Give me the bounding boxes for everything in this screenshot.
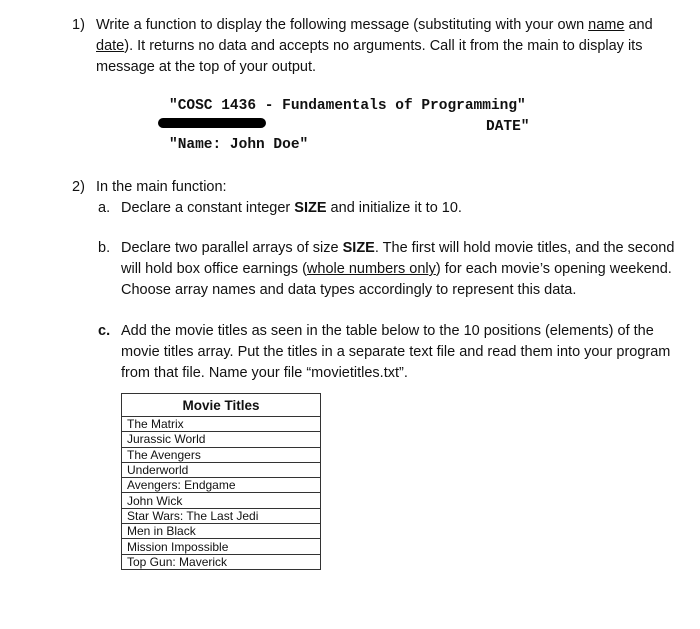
q2b-line-1-a: Declare two parallel arrays of size: [121, 240, 343, 256]
table-cell: Avengers: Endgame: [122, 478, 321, 493]
q2c-letter: c.: [98, 323, 111, 339]
q1-line-1-text-b: and: [624, 17, 653, 33]
q2b-line-2-a: will hold box office earnings (: [121, 261, 307, 277]
table-row: [122, 447, 321, 462]
q2a-size-bold: SIZE: [294, 200, 327, 216]
q2b-line-1: [121, 238, 674, 258]
table-row: [122, 508, 321, 523]
table-cell: Mission Impossible: [122, 539, 321, 554]
table-cell: Star Wars: The Last Jedi: [122, 508, 321, 523]
q2b-size-bold: SIZE: [342, 240, 375, 256]
movie-titles-table: [121, 393, 321, 570]
table-cell: Underworld: [122, 462, 321, 477]
q2c-line-1: Add the movie titles as seen in the table below to the 10 positions (elements) of the: [121, 323, 654, 339]
q2b-whole-numbers-underlined: whole numbers only: [306, 261, 436, 277]
q2c-line-3: from that file. Name your file “movietitles.txt”.: [121, 365, 408, 381]
q2b-letter: b.: [98, 240, 111, 256]
q1-name-underlined: name: [588, 17, 625, 33]
q1-line-1-text-a: Write a function to display the following message (substituting with your own: [96, 17, 589, 33]
table-row: [122, 524, 321, 539]
table-row: [122, 417, 321, 432]
table-cell: The Avengers: [122, 447, 321, 462]
q2b-line-2: [121, 259, 672, 279]
q2a-text-b: and initialize it to 10.: [326, 200, 462, 216]
table-row: [122, 478, 321, 493]
table-row: [122, 554, 321, 569]
q2a-text: [121, 198, 462, 218]
q1-date-underlined: date: [96, 38, 125, 54]
q2b-line-2-b: ) for each movie’s opening weekend.: [435, 261, 672, 277]
table-row: [122, 462, 321, 477]
q1-line-1: [96, 15, 653, 35]
q2-number: 2): [72, 179, 85, 195]
table-row: [122, 539, 321, 554]
q1-line-2-text: ). It returns no data and accepts no arguments. Call it from the main to display its: [124, 38, 643, 54]
q2-intro: In the main function:: [96, 179, 227, 195]
q2b-line-1-b: . The first will hold movie titles, and the second: [374, 240, 675, 256]
q1-number: 1): [72, 17, 85, 33]
q2a-letter: a.: [98, 200, 111, 216]
table-cell: Top Gun: Maverick: [122, 554, 321, 569]
table-cell: Men in Black: [122, 524, 321, 539]
code-line-name: "Name: John Doe": [169, 137, 309, 153]
q2a-text-a: Declare a constant integer: [121, 200, 295, 216]
table-row: [122, 493, 321, 508]
table-cell: John Wick: [122, 493, 321, 508]
q1-line-3: message at the top of your output.: [96, 59, 317, 75]
q2c-line-2: movie titles array. Put the titles in a separate text file and read them into your program: [121, 344, 671, 360]
table-header-row: [122, 394, 321, 417]
q2b-line-3: Choose array names and data types accordingly to represent this data.: [121, 282, 577, 298]
q1-line-2: [96, 36, 642, 56]
redaction-bar: [158, 118, 266, 128]
code-line-course: "COSC 1436 - Fundamentals of Programming": [169, 98, 526, 114]
table-cell: Jurassic World: [122, 432, 321, 447]
table-cell: The Matrix: [122, 417, 321, 432]
code-line-date: DATE": [486, 119, 530, 135]
table-row: [122, 432, 321, 447]
table-header: Movie Titles: [122, 394, 321, 417]
